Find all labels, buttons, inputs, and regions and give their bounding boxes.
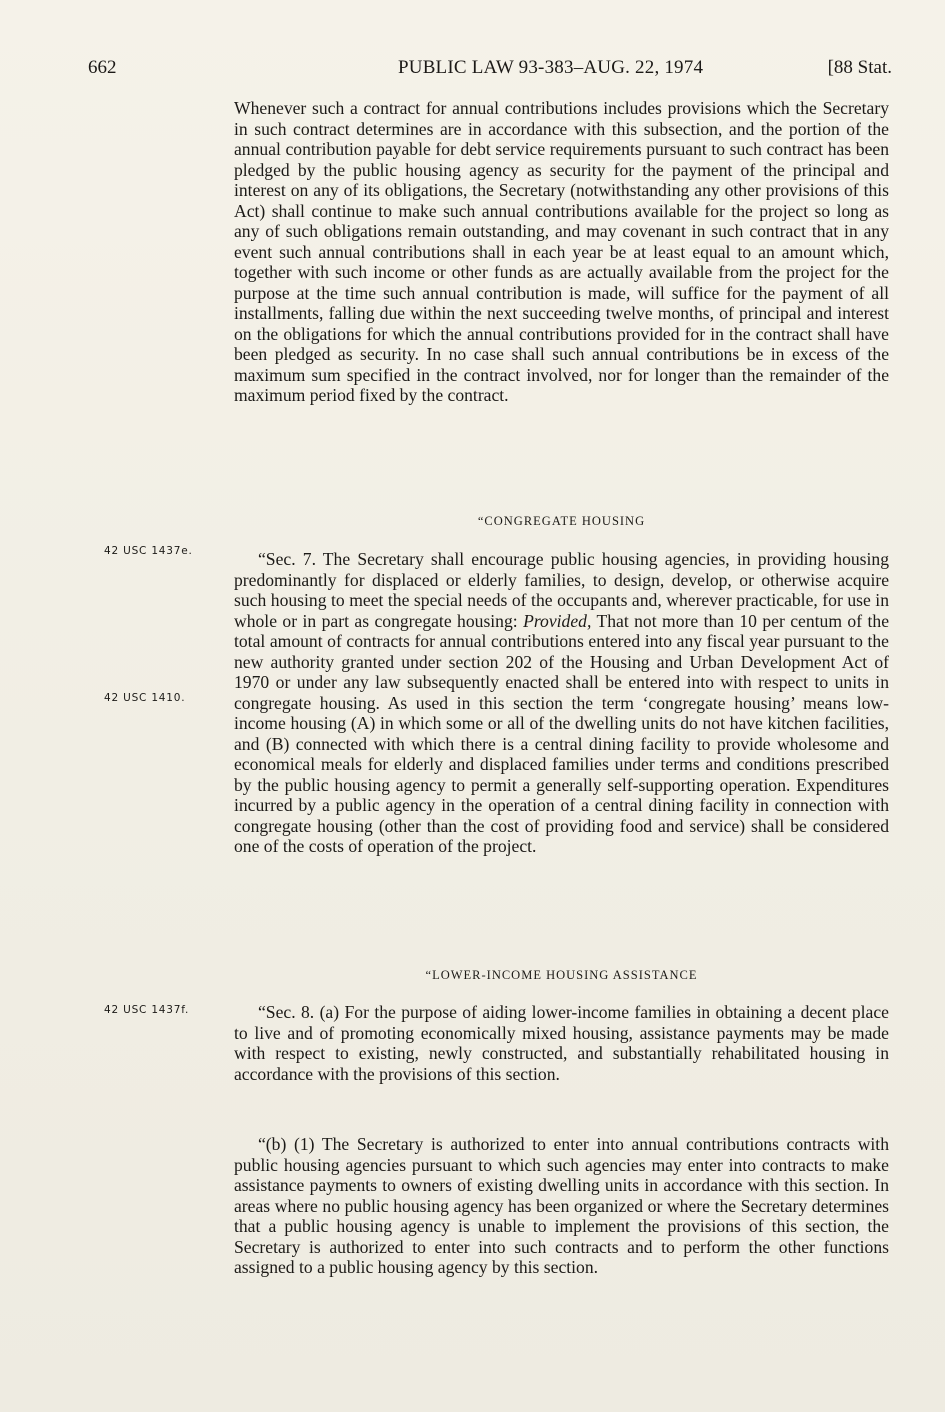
section-7-rest: That not more than 10 per centum of the total amount of contracts for annual contributions entered into any fiscal year pursuant to the new authority granted under section 202 of the Housing and Urban Development Act of 1970 or under any law subsequently enacted shall be entered into with respect to units in congregate housing. As used in this section the term ‘congregate housing’ means low-income housing (A) in which some or all of the dwelling units do not have kitchen facilities, and (B) connected with which there is a central dining facility to provide wholesome and economical meals for elderly and displaced families under terms and conditions prescribed by the public housing agency to permit a generally self-supporting operation. Expenditures incurred by a public agency in the operation of a central dining facility in connection with congregate housing (other than the cost of providing food and service) shall be considered one of the costs of operation of the project.	[234, 610, 890, 856]
section-heading-lower-income-assistance: “LOWER-INCOME HOUSING ASSISTANCE	[425, 968, 698, 982]
paragraph-section-7	[234, 549, 889, 857]
page-number: 662	[88, 57, 117, 78]
law-title: PUBLIC LAW 93-383–AUG. 22, 1974	[398, 57, 704, 78]
section-7-lead: “Sec. 7. The Secretary shall encourage public housing agencies, in providing housing predominantly for displaced or elderly families, to design, develop, or otherwise acquire such housing to meet the special needs of the occupants and, wherever practicable, for use in whole or in part as congregate housing:	[234, 549, 889, 631]
paragraph-contract-provisions: Whenever such a contract for annual contributions includes provisions which the Secretary in such contract determines are in accordance with this subsection, and the portion of the annual contribution payable for debt service requirements pursuant to such contract has been pledged by the public housing agency as security for the payment of the principal and interest on any of its obligations, the Secretary (notwithstanding any other provisions of this Act) shall continue to make such annual contributions available for the project so long as any of such obligations remain outstanding, and may covenant in such contract that in any event such annual contributions shall in each year be at least equal to an amount which, together with such income or other funds as are actually available from the project for the purpose at the time such annual contribution is made, will suffice for the payment of all installments, falling due within the next succeeding twelve months, of principal and interest on the obligations for which the annual contributions provided for in the contract shall have been pledged as security. In no case shall such annual contributions be in excess of the maximum sum specified in the contract involved, nor for longer than the remainder of the maximum period fixed by the contract.	[234, 98, 889, 405]
margin-citation: 42 USC 1437e.	[104, 545, 193, 557]
margin-citation: 42 USC 1437f.	[104, 1004, 190, 1016]
statute-reference: [88 Stat.	[827, 57, 892, 78]
paragraph-section-8a: “Sec. 8. (a) For the purpose of aiding lower-income families in obtaining a decent place to live and of promoting economically mixed housing, assistance payments may be made with respect to existing, newly constructed, and substantially rehabilitated housing in accordance with the provisions of this section.	[234, 1002, 889, 1084]
section-heading-congregate-housing: “CONGREGATE HOUSING	[477, 514, 646, 528]
paragraph-section-8b1: “(b) (1) The Secretary is authorized to enter into annual contributions contracts with public housing agencies pursuant to which such agencies may enter into contracts to make assistance payments to owners of existing dwelling units in accordance with this section. In areas where no public housing agency has been organized or where the Secretary determines that a public housing agency is unable to implement the provisions of this section, the Secretary is authorized to enter into such contracts and to perform the other functions assigned to a public housing agency by this section.	[234, 1134, 889, 1277]
provided-clause: Provided,	[523, 610, 592, 631]
margin-citation: 42 USC 1410.	[104, 692, 186, 704]
page-header	[88, 57, 892, 83]
